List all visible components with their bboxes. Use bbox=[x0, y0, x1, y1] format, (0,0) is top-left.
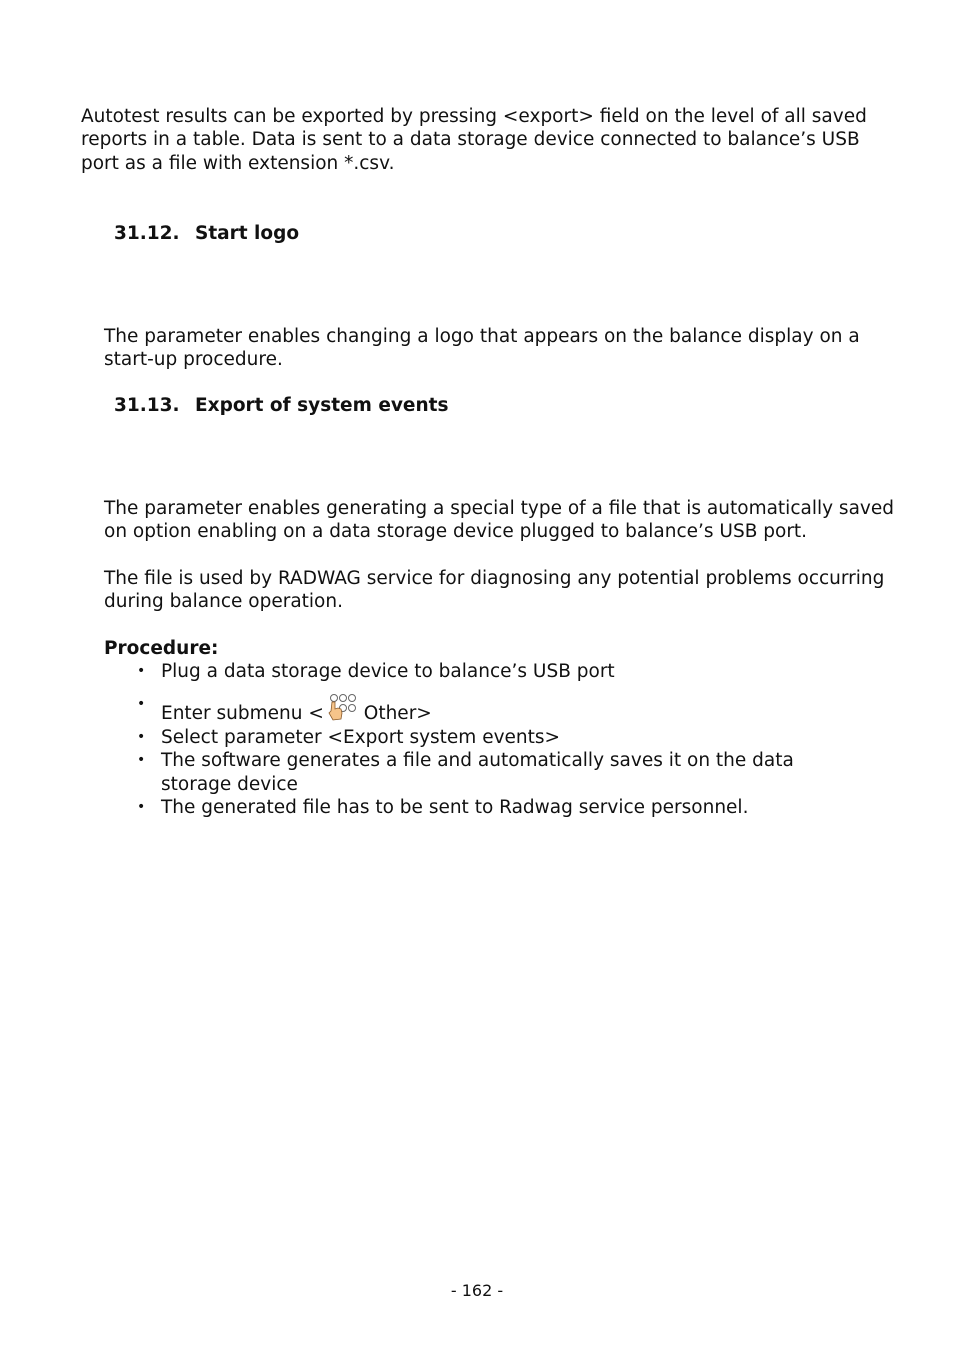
list-item-text: The generated file has to be sent to Radwag service personnel. bbox=[161, 797, 749, 819]
bullet-icon: • bbox=[137, 696, 146, 713]
list-item bbox=[104, 726, 864, 749]
procedure-list bbox=[104, 660, 864, 819]
section-number: 31.13. bbox=[114, 395, 180, 416]
list-item-text: The software generates a file and automatically saves it on the data storage device bbox=[161, 750, 794, 795]
page-number: - 162 - bbox=[450, 1281, 504, 1300]
export-events-paragraph-1: The parameter enables generating a special type of a file that is automatically saved on option enabling on a data storage device plugged to balance’s USB port. bbox=[104, 498, 894, 543]
list-item bbox=[104, 796, 864, 819]
section-heading-export-system-events bbox=[114, 394, 449, 417]
section-heading-start-logo bbox=[114, 222, 299, 245]
bullet-icon: • bbox=[137, 728, 146, 745]
list-item-text-before: Enter submenu < bbox=[161, 703, 324, 725]
section-title: Export of system events bbox=[195, 395, 449, 416]
intro-paragraph: Autotest results can be exported by pressing <export> field on the level of all saved reports in a table. Data is sent to a data storage device connected to balance’s USB port as a file with extension *.csv. bbox=[81, 106, 867, 174]
list-item bbox=[104, 660, 864, 683]
procedure-title: Procedure: bbox=[104, 638, 219, 659]
list-item bbox=[104, 693, 864, 725]
list-item-text: Plug a data storage device to balance’s USB port bbox=[161, 661, 615, 682]
start-logo-paragraph: The parameter enables changing a logo that appears on the balance display on a start-up procedure. bbox=[104, 326, 860, 371]
export-events-paragraph-2: The file is used by RADWAG service for diagnosing any potential problems occurring during balance operation. bbox=[104, 568, 885, 613]
section-number: 31.12. bbox=[114, 223, 180, 244]
list-item-text: Select parameter <Export system events> bbox=[161, 726, 561, 748]
section-title: Start logo bbox=[195, 223, 300, 244]
list-item bbox=[104, 749, 864, 796]
bullet-icon: • bbox=[137, 752, 146, 769]
list-item-text-after: Other> bbox=[357, 703, 432, 725]
bullet-icon: • bbox=[137, 663, 146, 679]
other-submenu-icon bbox=[324, 693, 360, 723]
bullet-icon: • bbox=[137, 799, 146, 816]
